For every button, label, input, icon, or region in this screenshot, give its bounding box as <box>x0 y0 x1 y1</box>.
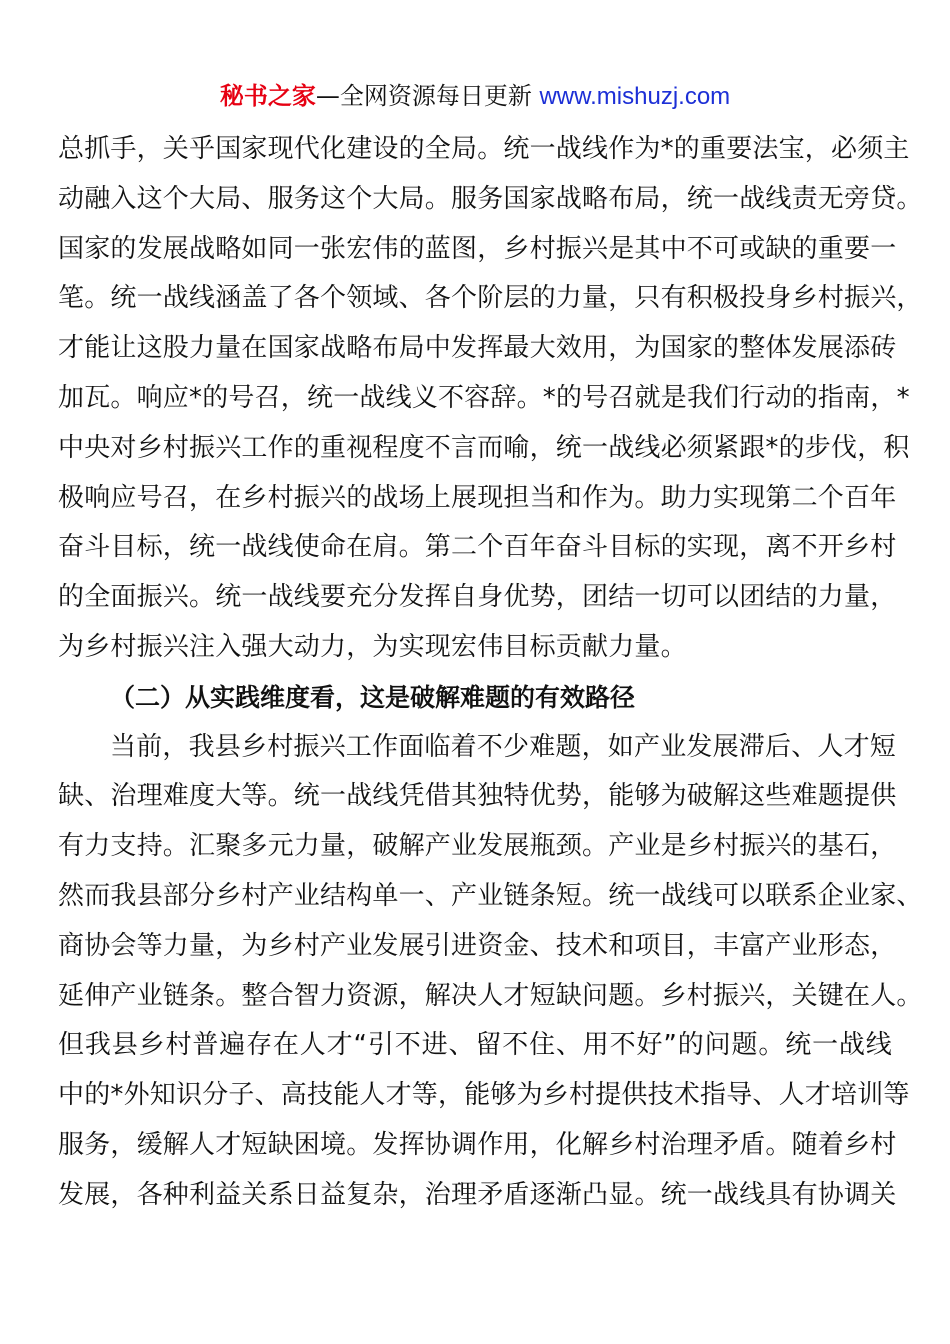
text-line: 缺、治理难度大等。统一战线凭借其独特优势，能够为破解这些难题提供 <box>58 781 897 812</box>
text-line: 当前，我县乡村振兴工作面临着不少难题，如产业发展滞后、人才短 <box>110 731 897 762</box>
text-line: 有力支持。汇聚多元力量，破解产业发展瓶颈。产业是乡村振兴的基石， <box>58 831 897 862</box>
text-line: 但我县乡村普遍存在人才“引不进、留不住、用不好”的问题。统一战线 <box>58 1030 892 1061</box>
text-line: 中的*外知识分子、高技能人才等，能够为乡村提供技术指导、人才培训等 <box>58 1080 910 1111</box>
site-slogan: —全网资源每日更新 <box>315 82 540 110</box>
text-line: 为乡村振兴注入强大动力，为实现宏伟目标贡献力量。 <box>58 631 687 662</box>
section-heading: （二）从实践维度看，这是破解难题的有效路径 <box>110 682 636 712</box>
document-body <box>58 125 923 1221</box>
text-line: 发展，各种利益关系日益复杂，治理矛盾逐渐凸显。统一战线具有协调关 <box>58 1179 897 1210</box>
text-line: 加瓦。响应*的号召，统一战线义不容辞。*的号召就是我们行动的指南，* <box>58 382 910 413</box>
text-line: 服务，缓解人才短缺困境。发挥协调作用，化解乡村治理矛盾。随着乡村 <box>58 1129 897 1160</box>
text-line: 然而我县部分乡村产业结构单一、产业链条短。统一战线可以联系企业家、 <box>58 880 923 911</box>
text-line: 商协会等力量，为乡村产业发展引进资金、技术和项目，丰富产业形态， <box>58 930 897 961</box>
text-line: 中央对乡村振兴工作的重视程度不言而喻，统一战线必须紧跟*的步伐，积 <box>58 432 910 463</box>
text-line: 的全面振兴。统一战线要充分发挥自身优势，团结一切可以团结的力量， <box>58 582 897 613</box>
text-line: 动融入这个大局、服务这个大局。服务国家战略布局，统一战线责无旁贷。 <box>58 183 923 214</box>
site-header <box>0 80 950 113</box>
text-line: 延伸产业链条。整合智力资源，解决人才短缺问题。乡村振兴，关键在人。 <box>58 980 923 1011</box>
text-line: 才能让这股力量在国家战略布局中发挥最大效用，为国家的整体发展添砖 <box>58 333 897 364</box>
text-line: 笔。统一战线涵盖了各个领域、各个阶层的力量，只有积极投身乡村振兴， <box>58 283 923 314</box>
text-line: 极响应号召，在乡村振兴的战场上展现担当和作为。助力实现第二个百年 <box>58 482 897 513</box>
text-line: 国家的发展战略如同一张宏伟的蓝图，乡村振兴是其中不可或缺的重要一 <box>58 233 897 264</box>
site-url-link[interactable]: www.mishuzj.com <box>539 83 731 110</box>
text-line: 奋斗目标，统一战线使命在肩。第二个百年奋斗目标的实现，离不开乡村 <box>58 532 897 563</box>
text-line: 总抓手，关乎国家现代化建设的全局。统一战线作为*的重要法宝，必须主 <box>58 134 910 164</box>
site-brand: 秘书之家 <box>219 82 316 110</box>
